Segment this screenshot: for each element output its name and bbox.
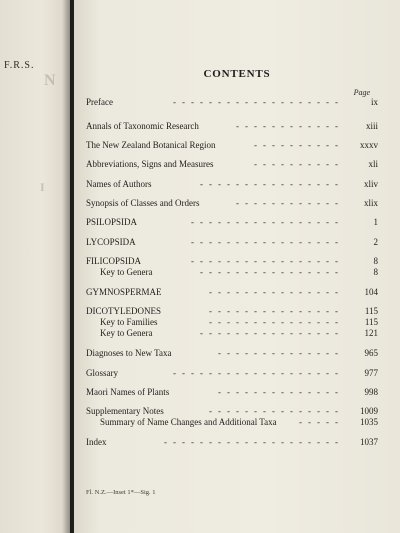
toc-entry-title: Key to Families	[100, 317, 158, 327]
toc-entry-title: Annals of Taxonomic Research	[86, 121, 199, 131]
toc-entry-page: 1037	[360, 437, 378, 447]
leader-dots: ------------	[236, 198, 344, 208]
toc-entry	[86, 328, 378, 339]
leader-dots: ---------------	[209, 406, 344, 416]
toc-entry-title: Summary of Name Changes and Additional Taxa	[100, 417, 277, 427]
left-page-text-fragment: F.R.S.	[4, 60, 35, 71]
show-through-ghost: I	[40, 180, 45, 194]
toc-entry-page: 8	[373, 256, 378, 266]
toc-entry-page: 115	[364, 306, 378, 316]
toc-entry-title: Key to Genera	[100, 328, 153, 338]
toc-entry	[86, 317, 378, 328]
leader-dots: ----------------	[200, 179, 344, 189]
toc-entry-page: xliv	[363, 179, 378, 189]
toc-entry-title: FILICOPSIDA	[86, 256, 142, 266]
toc-entry-title: Index	[86, 437, 107, 447]
leader-dots: -----	[299, 417, 344, 427]
leader-dots: ----------------	[200, 328, 344, 338]
toc-entry-page: 998	[364, 387, 378, 397]
toc-entry	[86, 267, 378, 278]
page-title: CONTENTS	[203, 68, 271, 80]
left-facing-page	[0, 0, 70, 533]
toc-entry-page: 121	[364, 328, 378, 338]
toc-entry-title: DICOTYLEDONES	[86, 306, 161, 316]
toc-entry-page: 2	[373, 237, 378, 247]
toc-entry	[86, 179, 378, 190]
toc-entry-page: 104	[364, 287, 378, 297]
leader-dots: ---------------	[209, 317, 344, 327]
signature-footer: Fl. N.Z.—Inset 1*—Sig. 1	[86, 489, 156, 496]
toc-entry	[86, 237, 378, 248]
toc-entry-page: 1009	[360, 406, 378, 416]
toc-entry-title: Names of Authors	[86, 179, 152, 189]
leader-dots: --------------	[218, 387, 344, 397]
toc-entry-title: Maori Names of Plants	[86, 387, 170, 397]
leader-dots: --------------------	[164, 437, 344, 447]
toc-entry-title: Synopsis of Classes and Orders	[86, 198, 200, 208]
toc-entry	[86, 217, 378, 228]
toc-entry	[86, 387, 378, 398]
toc-entry-title: Diagnoses to New Taxa	[86, 348, 172, 358]
leader-dots: ---------------	[209, 306, 344, 316]
toc-entry	[86, 348, 378, 359]
leader-dots: -----------------	[191, 217, 344, 227]
toc-entry	[86, 306, 378, 317]
show-through-ghost: N	[44, 72, 56, 89]
toc-entry	[86, 256, 378, 267]
toc-entry	[86, 198, 378, 209]
leader-dots: ---------------	[209, 287, 344, 297]
leader-dots: --------------	[218, 348, 344, 358]
leader-dots: -----------------	[191, 237, 344, 247]
toc-entry	[86, 121, 378, 132]
toc-entry-page: xli	[368, 159, 378, 169]
toc-entry-page: 8	[373, 267, 378, 277]
toc-entry-title: LYCOPSIDA	[86, 237, 136, 247]
toc-entry	[86, 417, 378, 428]
toc-entry	[86, 159, 378, 170]
toc-entry-title: Glossary	[86, 368, 118, 378]
toc-entry-page: xiii	[365, 121, 378, 131]
toc-entry-page: 977	[364, 368, 378, 378]
page-column-label: Page	[353, 88, 370, 97]
toc-entry-page: 1	[373, 217, 378, 227]
contents-page	[74, 0, 400, 533]
leader-dots: ----------	[254, 140, 344, 150]
toc-entry-page: 115	[364, 317, 378, 327]
toc-entry	[86, 287, 378, 298]
toc-entry-page: xlix	[363, 198, 378, 208]
leader-dots: ----------	[254, 159, 344, 169]
toc-entry-page: ix	[370, 97, 378, 107]
leader-dots: -------------------	[173, 368, 344, 378]
toc-entry	[86, 437, 378, 448]
toc-entry-title: Key to Genera	[100, 267, 153, 277]
toc-entry-page: xxxv	[360, 140, 378, 150]
toc-entry-page: 1035	[360, 417, 378, 427]
toc-entry	[86, 97, 378, 108]
leader-dots: ------------	[236, 121, 344, 131]
toc-entry	[86, 368, 378, 379]
leader-dots: -----------------	[191, 256, 344, 266]
toc-entry	[86, 140, 378, 151]
toc-entry-title: GYMNOSPERMAE	[86, 287, 162, 297]
toc-entry-title: The New Zealand Botanical Region	[86, 140, 216, 150]
leader-dots: ----------------	[200, 267, 344, 277]
toc-entry-title: Preface	[86, 97, 113, 107]
toc-entry-title: PSILOPSIDA	[86, 217, 138, 227]
toc-entry-title: Supplementary Notes	[86, 406, 164, 416]
toc-entry-page: 965	[364, 348, 378, 358]
toc-entry-title: Abbreviations, Signs and Measures	[86, 159, 214, 169]
leader-dots: -------------------	[173, 97, 344, 107]
toc-entry	[86, 406, 378, 417]
